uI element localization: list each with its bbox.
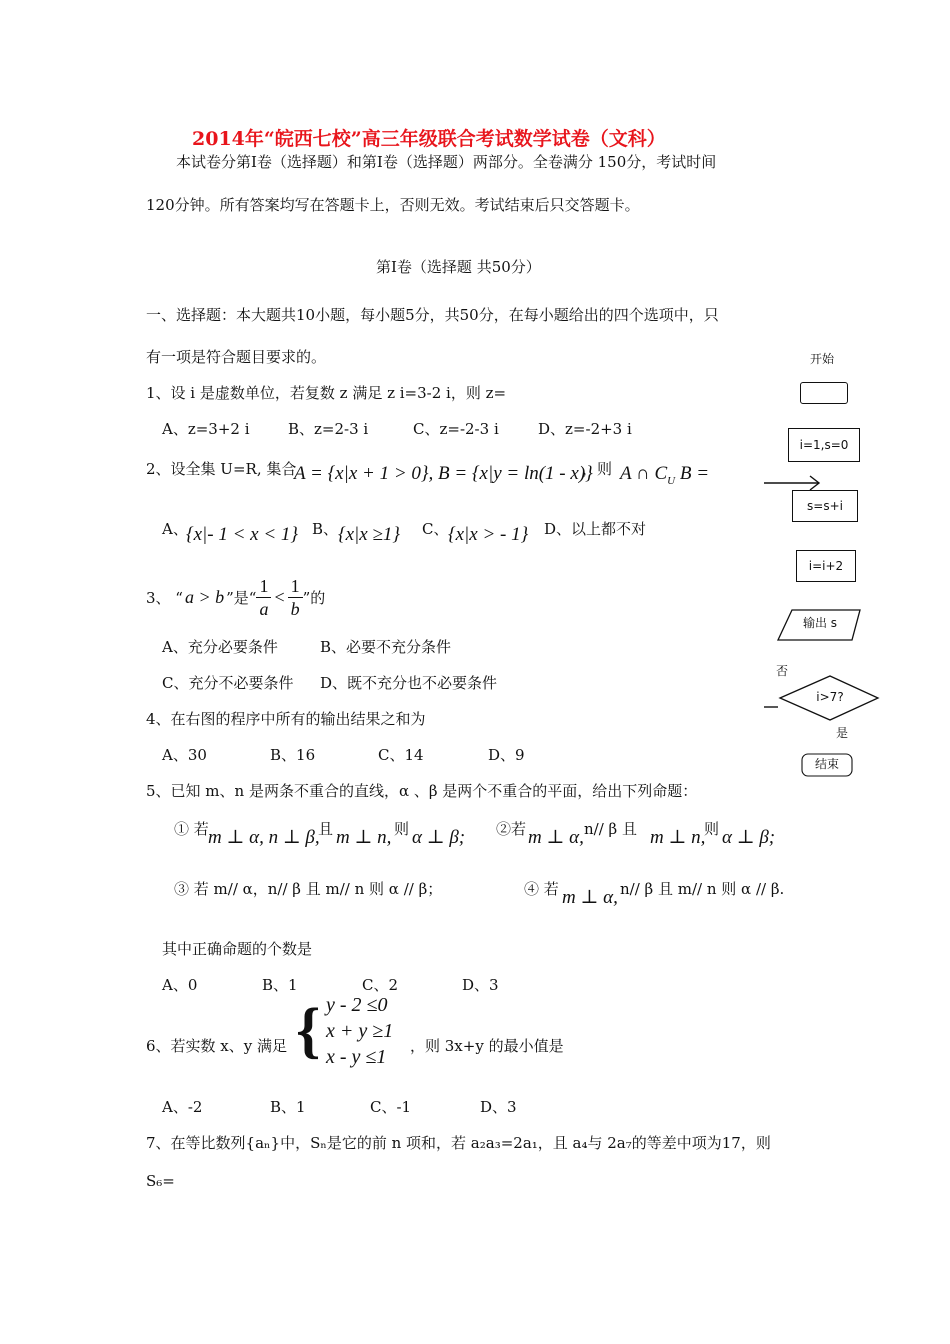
q2-option-c-math: {x|x > - 1}: [448, 524, 529, 545]
q2-option-b-label: B、: [312, 520, 339, 538]
q6-system-brace: {: [296, 997, 321, 1065]
q5-prop1-then: 则: [394, 820, 410, 838]
q2-option-c-label: C、: [422, 520, 449, 538]
flowchart-init-label: i=1,s=0: [799, 438, 849, 452]
q3-option-a: A、充分必要条件: [162, 638, 278, 656]
q2-option-b-math: {x|x ≥1}: [338, 524, 400, 545]
q5-prop1-label: ① 若: [174, 820, 209, 838]
q3-frac2-num: 1: [288, 575, 303, 598]
q1-option-c: C、z=-2-3 i: [413, 420, 499, 438]
q2-stem: 2、设全集 U=R, 集合: [146, 460, 297, 478]
q6-stem: 6、若实数 x、y 满足: [146, 1037, 288, 1055]
q5-prop1-cond: m ⊥ α, n ⊥ β,: [208, 827, 320, 848]
q5-option-a: A、0: [162, 976, 198, 994]
flowchart-increment-box: [796, 550, 856, 582]
flowchart-yes-label: 是: [836, 726, 849, 740]
q5-prop2-result: α ⊥ β;: [722, 827, 776, 848]
q4-stem: 4、在右图的程序中所有的输出结果之和为: [146, 710, 426, 728]
q6-ineq-1: y - 2 ≤0: [326, 994, 388, 1016]
q6-ineq-2: x + y ≥1: [326, 1020, 394, 1042]
q2-option-d: D、以上都不对: [544, 520, 647, 538]
flowchart-sum-label: s=s+i: [807, 499, 843, 513]
part1-heading: 第Ⅰ卷（选择题 共50分）: [376, 258, 541, 276]
q6-option-a: A、-2: [162, 1098, 203, 1116]
q3-option-d: D、既不充分也不必要条件: [320, 674, 498, 692]
q5-prop2-mid: n// β 且: [584, 820, 637, 838]
q4-option-d: D、9: [488, 746, 525, 764]
q2-sets: A = {x|x + 1 > 0}, B = {x|y = ln(1 - x)}: [294, 463, 593, 484]
q2-target-sub: U: [667, 474, 676, 487]
q5-prop4-cond: m ⊥ α,: [562, 887, 618, 908]
q3-stem: [146, 575, 325, 620]
intro-line-1: 本试卷分第Ⅰ卷（选择题）和第Ⅰ卷（选择题）两部分。全卷满分 150分，考试时间: [176, 153, 717, 171]
q5-prop2-cond2: m ⊥ n,: [650, 827, 706, 848]
q1-option-a: A、z=3+2 i: [162, 420, 250, 438]
q3-option-c: C、充分不必要条件: [162, 674, 294, 692]
q3-fraction-2: [288, 575, 303, 620]
q4-option-b: B、16: [270, 746, 316, 764]
flowchart-start-label: 开始: [810, 352, 835, 366]
q2-option-a-math: {x|- 1 < x < 1}: [186, 524, 299, 545]
flowchart-start-box: [800, 382, 848, 404]
q2-target-main: A ∩ C: [620, 463, 668, 484]
q5-prop4-label: ④ 若: [524, 880, 559, 898]
q6-tail: ，则 3x+y 的最小值是: [410, 1037, 564, 1055]
q5-option-c: C、2: [362, 976, 399, 994]
q7-tail: S₆=: [146, 1172, 175, 1190]
intro-line-2: 120分钟。所有答案均写在答题卡上，否则无效。考试结束后只交答题卡。: [146, 196, 640, 214]
q3-option-b: B、必要不充分条件: [320, 638, 452, 656]
q1-option-d: D、z=-2+3 i: [538, 420, 632, 438]
flowchart-increment-label: i=i+2: [808, 559, 844, 573]
q6-ineq-3: x - y ≤1: [326, 1046, 387, 1068]
q5-prop1-and: 且: [318, 820, 334, 838]
q6-option-c: C、-1: [370, 1098, 412, 1116]
flowchart-condition-label: i>7?: [816, 690, 844, 704]
q5-prop1-cond2: m ⊥ n,: [336, 827, 392, 848]
q5-prop1-result: α ⊥ β;: [412, 827, 466, 848]
q4-option-c: C、14: [378, 746, 424, 764]
q3-suffix: ”的: [302, 589, 326, 607]
q7-stem: 7、在等比数列{aₙ}中，Sₙ是它的前 n 项和，若 a₂a₃=2a₁，且 a₄与 2a₇的等差中项为17，则: [146, 1134, 771, 1152]
q6-option-b: B、1: [270, 1098, 306, 1116]
q3-frac2-den: b: [290, 599, 300, 619]
section-instruction-2: 有一项是符合题目要求的。: [146, 348, 327, 366]
q5-stem: 5、已知 m、n 是两条不重合的直线，α 、β 是两个不重合的平面，给出下列命题：: [146, 782, 698, 800]
q5-prop2-cond: m ⊥ α,: [528, 827, 584, 848]
q1-option-b: B、z=2-3 i: [288, 420, 369, 438]
q5-count-prompt: 其中正确命题的个数是: [162, 940, 313, 958]
q3-frac1-den: a: [259, 599, 269, 619]
flowchart-init-box: [788, 428, 860, 462]
q3-mid: ”是“: [226, 589, 257, 607]
flowchart-sum-box: [792, 490, 858, 522]
q2-then: ，则: [582, 460, 613, 478]
q5-option-d: D、3: [462, 976, 499, 994]
flowchart-no-label: 否: [776, 664, 789, 678]
q2-option-a-label: A、: [162, 520, 188, 538]
q5-option-b: B、1: [262, 976, 298, 994]
q2-target-end: B =: [675, 463, 710, 484]
q6-option-d: D、3: [480, 1098, 517, 1116]
q3-fraction-1: [256, 575, 271, 620]
q2-target: [620, 463, 709, 487]
q3-cond: a > b: [184, 587, 225, 607]
flowchart-output-label: 输出 s: [802, 616, 838, 630]
q3-less-than: <: [274, 587, 285, 607]
q5-prop2-label: ②若: [496, 820, 527, 838]
q3-prefix: 3、 “: [146, 589, 183, 607]
q5-prop3: ③ 若 m// α，n// β 且 m// n 则 α // β；: [174, 880, 443, 898]
section-instruction-1: 一、选择题：本大题共10小题，每小题5分，共50分，在每小题给出的四个选项中，只: [146, 306, 719, 324]
q5-prop2-then: 则: [704, 820, 720, 838]
flowchart-end-label: 结束: [814, 757, 839, 771]
page-title: 2014年“皖西七校”高三年级联合考试数学试卷（文科）: [192, 128, 666, 150]
q1-stem: 1、设 i 是虚数单位，若复数 z 满足 z i=3-2 i，则 z=: [146, 384, 507, 402]
q4-option-a: A、30: [162, 746, 207, 764]
q3-frac1-num: 1: [256, 575, 271, 598]
q5-prop4-rest: n// β 且 m// n 则 α // β.: [620, 880, 785, 898]
